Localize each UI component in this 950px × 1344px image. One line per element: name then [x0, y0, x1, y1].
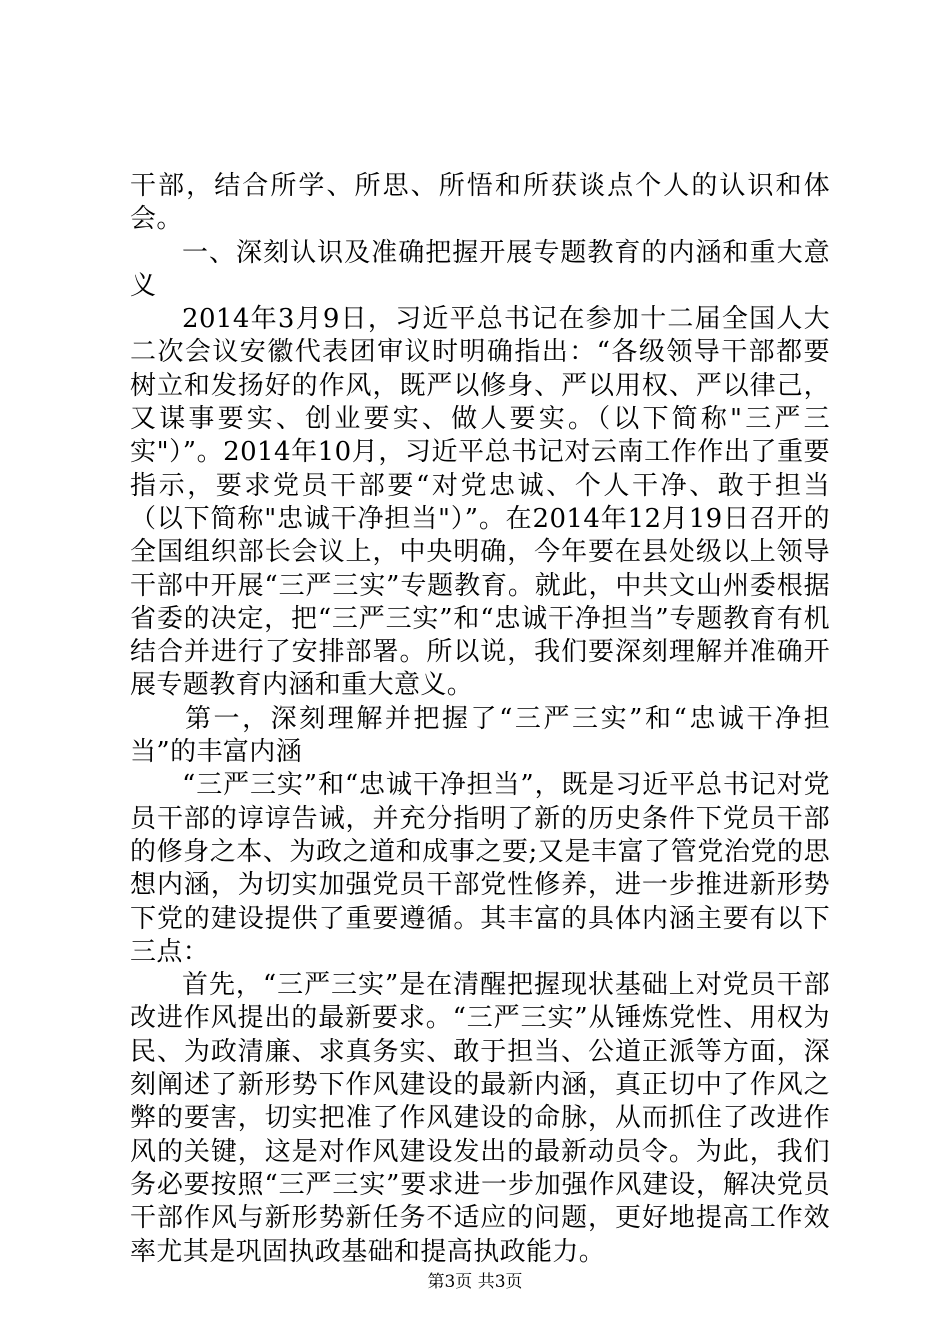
paragraph-connotation: “三严三实”和“忠诚干净担当”，既是习近平总书记对党员干部的谆谆告诫，并充分指明了新的历史条件下党员干部的修身之本、为政之道和成事之要;又是丰富了管党治党的思想内涵，为切实加强党员干部党性修养，进一步推进新形势下党的建设提供了重要遵循。其丰富的具体内涵主要有以下三点： [130, 770, 830, 967]
document-body [130, 170, 830, 1269]
page-footer [0, 1272, 950, 1292]
subsection-heading: 第一，深刻理解并把握了“三严三实”和“忠诚干净担当”的丰富内涵 [130, 703, 830, 768]
paragraph-continuation: 干部，结合所学、所思、所悟和所获谈点个人的认识和体会。 [130, 171, 830, 235]
paragraph-background: 2014年3月9日，习近平总书记在参加十二届全国人大二次会议安徽代表团审议时明确指出：“各级领导干部都要树立和发扬好的作风，既严以修身、严以用权、严以律己，又谋事要实、创业要实、做人要实。（以下简称"三严三实"）”。2014年10月，习近平总书记对云南工作作出了重要指示，要求党员干部要“对党忠诚、个人干净、敢于担当（以下简称"忠诚干净担当"）”。在2014年12月19日召开的全国组织部长会议上，中央明确，今年要在县处级以上领导干部中开展“三严三实”专题教育。就此，中共文山州委根据省委的决定，把“三严三实”和“忠诚干净担当”专题教育有机结合并进行了安排部署。所以说，我们要深刻理解并准确开展专题教育内涵和重大意义。 [130, 304, 830, 701]
paragraph-first-point: 首先，“三严三实”是在清醒把握现状基础上对党员干部改进作风提出的最新要求。“三严三实”从锤炼党性、用权为民、为政清廉、求真务实、敢于担当、公道正派等方面，深刻阐述了新形势下作风建设的最新内涵，真正切中了作风之弊的要害，切实把准了作风建设的命脉，从而抓住了改进作风的关键，这是对作风建设发出的最新动员令。为此，我们务必要按照“三严三实”要求进一步加强作风建设，解决党员干部作风与新形势新任务不适应的问题，更好地提高工作效率尤其是巩固执政基础和提高执政能力。 [130, 970, 830, 1267]
section-heading: 一、深刻认识及准确把握开展专题教育的内涵和重大意义 [130, 237, 830, 301]
page-number: 第3页 共3页 [427, 1272, 523, 1292]
